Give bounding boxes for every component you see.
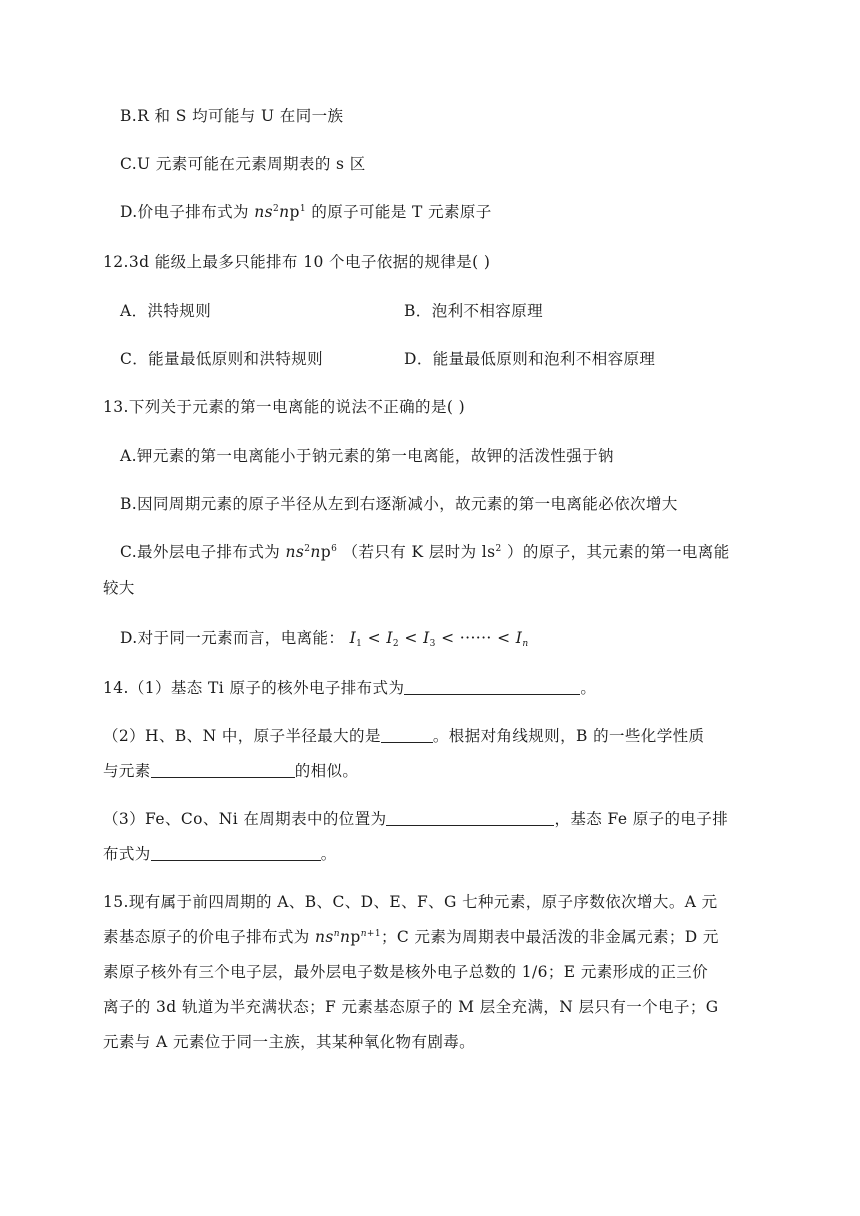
q12-option-a: A．洪特规则: [120, 302, 212, 320]
q12-option-b: B．泡利不相容原理: [404, 302, 543, 320]
q13-option-d: D.对于同一元素而言，电离能： $I_1 < I_2 < I_3$ < ······ < $I_n$: [120, 629, 529, 649]
q15-line-4: 离子的 3d 轨道为半充满状态；F 元素基态原子的 M 层全充满，N 层只有一个电子；G: [103, 998, 719, 1016]
q12-stem: 12.3d 能级上最多只能排布 10 个电子依据的规律是( ): [103, 253, 491, 271]
q14-part-3: （3）Fe、Co、Ni 在周期表中的位置为 ，基态 Fe 原子的电子排: [103, 810, 729, 828]
q11-option-d: D.价电子排布式为 $ns^2np^1$ 的原子可能是 T 元素原子: [120, 203, 492, 221]
q12-option-c: C．能量最低原则和洪特规则: [120, 350, 324, 368]
q11-option-b: B.R 和 S 均可能与 U 在同一族: [120, 107, 344, 125]
q13-option-c-continued: 较大: [103, 579, 135, 597]
q13-option-b: B.因同周期元素的原子半径从左到右逐渐减小，故元素的第一电离能必依次增大: [120, 495, 678, 513]
answer-blank[interactable]: [381, 726, 433, 743]
q12-option-d: D．能量最低原则和泡利不相容原理: [404, 350, 656, 368]
q14-part-3-continued: 布式为 。: [103, 845, 337, 863]
answer-blank[interactable]: [151, 844, 321, 861]
q13-stem: 13.下列关于元素的第一电离能的说法不正确的是( ): [103, 398, 466, 416]
q13-option-c: C.最外层电子排布式为 $ns^2np^6$ （若只有 K 层时为 $ls^2$ ）的原子，其元素的第一电离能: [120, 543, 730, 561]
q15-line-3: 素原子核外有三个电子层，最外层电子数是核外电子总数的 1/6；E 元素形成的正三价: [103, 963, 709, 981]
answer-blank[interactable]: [404, 678, 580, 695]
q14-part-1: 14.（1）基态 Ti 原子的核外电子排布式为 。: [103, 679, 597, 697]
q15-line-5: 元素与 A 元素位于同一主族，其某种氧化物有剧毒。: [103, 1033, 476, 1051]
q14-part-2: （2）H、B、N 中，原子半径最大的是 。根据对角线规则，B 的一些化学性质: [103, 727, 705, 745]
q15-line-2: 素基态原子的价电子排布式为 $ns^nnp^{n+1}$；C 元素为周期表中最活泼的非金属元素；D 元: [103, 928, 719, 946]
q15-line-1: 15.现有属于前四周期的 A、B、C、D、E、F、G 七种元素，原子序数依次增大。A 元: [103, 893, 718, 911]
q11-option-c: C.U 元素可能在元素周期表的 s 区: [120, 155, 366, 173]
q14-part-2-continued: 与元素 的相似。: [103, 762, 359, 780]
answer-blank[interactable]: [386, 809, 554, 826]
q13-option-a: A.钾元素的第一电离能小于钠元素的第一电离能，故钾的活泼性强于钠: [120, 447, 614, 465]
answer-blank[interactable]: [151, 761, 295, 778]
